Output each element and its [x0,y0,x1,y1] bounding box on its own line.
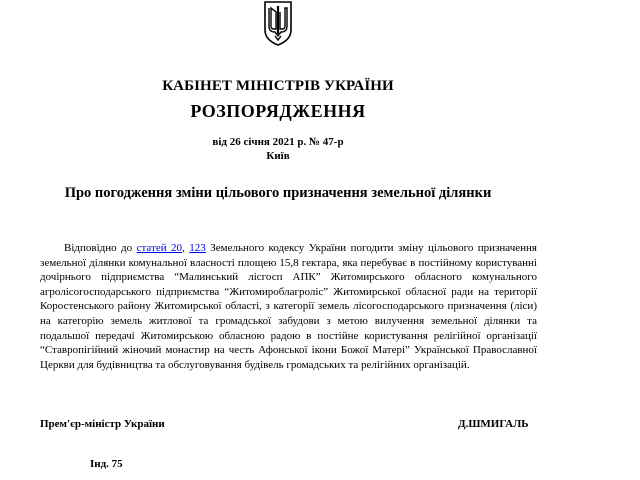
document-subject: Про погодження зміни цільового призначення земельної ділянки [64,185,492,201]
issuer-title: КАБІНЕТ МІНІСТРІВ УКРАЇНИ [162,78,394,94]
body-main-text: Земельного кодексу України погодити зміну цільового призначення земельної ділянки комунальної власності площею 15,8 гектара, яка перебуває в постійному користуванні дочірнього підприємства “Малинський лісгосп АПК” Житомирського обласного комунального агролісогосподарського підприємства “Житомироблагроліс” Житомирської обласної ради на території Коростенського району Житомирської області, з категорії земель лісогосподарського призначення (ліси) на категорію земель житлової та громадської забудови з метою вилучення земельної ділянки та подальшої передачі Житомирською обласною радою в постійне користування релігійної організації “Ставропігійний жіночий монастир на честь Афонської ікони Божої Матері” Української Православної Церкви для будівництва та обслуговування будівель громадських та релігійних організацій. [40,242,537,371]
date-and-number: від 26 січня 2021 р. № 47-р [212,136,344,148]
document-index: Інд. 75 [90,458,123,470]
article-123-link[interactable]: 123 [189,242,206,254]
document-type: РОЗПОРЯДЖЕННЯ [190,101,366,121]
city: Київ [266,150,290,162]
signatory-name: Д.ШМИГАЛЬ [458,418,529,430]
signatory-position: Прем'єр-міністр України [40,418,165,430]
link-separator: , [182,242,190,254]
article-20-link[interactable]: статей 20 [136,242,183,254]
body-intro: Відповідно до [64,242,137,254]
trident-emblem-icon [263,0,293,46]
body-paragraph [40,241,537,372]
